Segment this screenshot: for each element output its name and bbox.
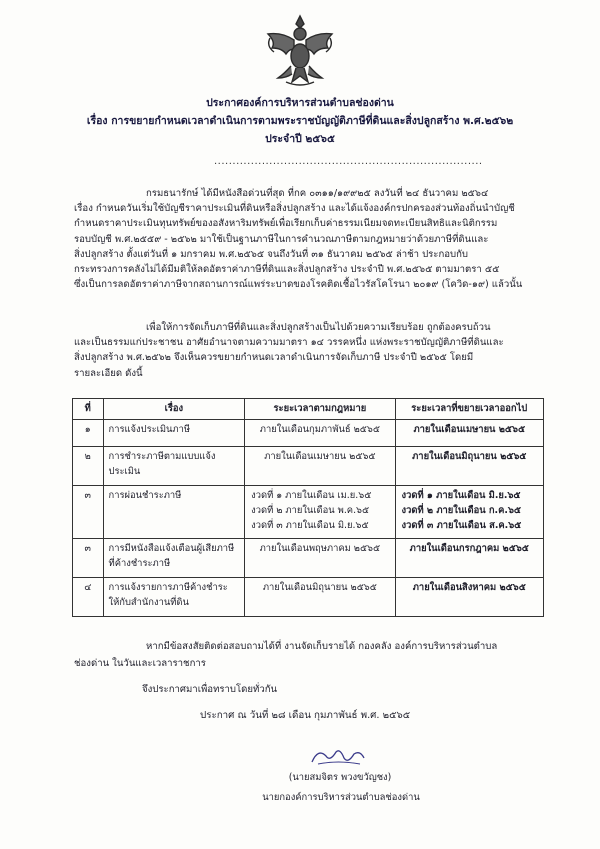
row-legal-line: งวดที่ ๓ ภายในเดือน มิ.ย.๖๕ <box>251 520 369 531</box>
contact-line: ช่องด่าน ในวันและเวลาราชการ <box>74 658 206 669</box>
paragraph-line: และเป็นธรรมแก่ประชาชน อาศัยอำนาจตามความมาตรา ๑๔ วรรคหนึ่ง แห่งพระราชบัญญัติภาษีที่ดินและ <box>74 337 504 349</box>
row-extended-period <box>395 447 543 486</box>
schedule-table <box>72 398 544 617</box>
row-legal-line: ภายในเดือนมิถุนายน ๒๕๖๕ <box>262 582 377 593</box>
paragraph-line: รอบบัญชี พ.ศ.๒๕๕๙ - ๒๕๖๒ มาใช้เป็นฐานภาษีในการคำนวณภาษีตามกฎหมายว่าด้วยภาษีที่ดินและ <box>74 233 489 245</box>
row-ext-line: งวดที่ ๒ ภายในเดือน ก.ค.๖๕ <box>401 505 522 516</box>
paragraph-line: ซึ่งเป็นการลดอัตราค่าภาษีจากสถานการณ์แพร่ระบาดของโรคติดเชื้อไวรัสโคโรนา ๒๐๑๙ (โควิด-๑๙) แล้วนั้น <box>74 279 523 291</box>
announcement-date: ประกาศ ณ วันที่ ๒๘ เดือน กุมภาพันธ์ พ.ศ. ๒๕๖๕ <box>200 710 411 721</box>
announcement-year: ประจำปี ๒๕๖๕ <box>265 133 335 145</box>
row-subject <box>103 420 245 447</box>
table-row <box>73 539 544 578</box>
row-no: ๑ <box>73 420 104 447</box>
col-header-no: ที่ <box>73 399 104 420</box>
table-row <box>73 486 544 539</box>
table-header-row <box>73 399 544 420</box>
row-no: ๓ <box>73 486 104 539</box>
col-header-legal-period: ระยะเวลาตามกฎหมาย <box>245 399 395 420</box>
row-ext-line: งวดที่ ๑ ภายในเดือน มิ.ย.๖๕ <box>401 490 521 501</box>
row-no: ๓ <box>73 539 104 578</box>
row-legal-period <box>245 486 395 539</box>
row-legal-line: ภายในเดือนเมษายน ๒๕๖๕ <box>264 451 376 462</box>
row-ext-line: ภายในเดือนเมษายน ๒๕๖๕ <box>413 424 526 435</box>
row-extended-period <box>395 578 543 617</box>
col-header-subject: เรื่อง <box>103 399 245 420</box>
row-subject-line: การแจ้งประเมินภาษี <box>108 424 191 435</box>
row-no: ๒ <box>73 447 104 486</box>
paragraph-line: เพื่อให้การจัดเก็บภาษีที่ดินและสิ่งปลูกสร้างเป็นไปด้วยความเรียบร้อย ถูกต้องครบถ้วน <box>146 322 491 333</box>
row-extended-period <box>395 539 543 578</box>
row-subject-line: การมีหนังสือแจ้งเตือนผู้เสียภาษี <box>108 543 235 554</box>
row-ext-line: ภายในเดือนมิถุนายน ๒๕๖๕ <box>412 451 527 462</box>
contact-paragraph <box>74 638 538 672</box>
row-subject <box>103 539 245 578</box>
table-row <box>73 447 544 486</box>
row-extended-period <box>395 486 543 539</box>
paragraph-line: สิ่งปลูกสร้าง พ.ศ.๒๕๖๒ จึงเห็นควรขยายกำหนดเวลาดำเนินการจัดเก็บภาษี ประจำปี ๒๕๖๕ โดยมี <box>74 352 474 364</box>
contact-line: หากมีข้อสงสัยติดต่อสอบถามได้ที่ งานจัดเก็บรายได้ กองคลัง องค์การบริหารส่วนตำบล <box>146 641 498 652</box>
row-legal-period <box>245 539 395 578</box>
signatory-name: (นายสมจิตร พวงขวัญชง) <box>288 772 392 783</box>
row-subject-line: ให้กับสำนักงานที่ดิน <box>108 597 189 608</box>
row-legal-period <box>245 420 395 447</box>
paragraph-line: รายละเอียด ดังนี้ <box>74 367 143 379</box>
row-subject-line: ประเมิน <box>108 466 141 477</box>
row-subject-line: ที่ค้างชำระภาษี <box>108 558 171 569</box>
paragraph-background <box>74 186 538 292</box>
closing-notice: จึงประกาศมาเพื่อทราบโดยทั่วกัน <box>142 684 278 695</box>
table-row <box>73 578 544 617</box>
row-subject <box>103 486 245 539</box>
signatory-position: นายกองค์การบริหารส่วนตำบลช่องด่าน <box>262 792 420 803</box>
signature-icon <box>308 746 368 768</box>
paragraph-line: เรื่อง กำหนดวันเริ่มใช้บัญชีราคาประเมินที่ดินหรือสิ่งปลูกสร้าง และได้แจ้งองค์กรปกครองส่วนท้องถิ่นนำบัญชี <box>74 203 515 215</box>
announcement-title: ประกาศองค์การบริหารส่วนตำบลช่องด่าน <box>206 97 394 109</box>
row-extended-period <box>395 420 543 447</box>
row-subject <box>103 578 245 617</box>
row-legal-line: งวดที่ ๒ ภายในเดือน พ.ค.๖๕ <box>251 505 370 516</box>
row-legal-line: ภายในเดือนกุมภาพันธ์ ๒๕๖๕ <box>259 424 380 435</box>
row-legal-period <box>245 578 395 617</box>
row-subject <box>103 447 245 486</box>
row-subject-line: การแจ้งรายการภาษีค้างชำระ <box>108 582 228 593</box>
title-separator: ......................................................................... <box>214 156 483 167</box>
table-row <box>73 420 544 447</box>
announcement-subject: เรื่อง การขยายกำหนดเวลาดำเนินการตามพระราชบัญญัติภาษีที่ดินและสิ่งปลูกสร้าง พ.ศ.๒๕๖๒ <box>86 115 514 127</box>
row-legal-period <box>245 447 395 486</box>
row-no: ๔ <box>73 578 104 617</box>
row-subject-line: การชำระภาษีตามแบบแจ้ง <box>108 451 216 462</box>
row-subject-line: การผ่อนชำระภาษี <box>108 490 182 501</box>
garuda-emblem-icon <box>262 12 338 90</box>
row-legal-line: ภายในเดือนพฤษภาคม ๒๕๖๕ <box>259 543 381 554</box>
row-ext-line: งวดที่ ๓ ภายในเดือน ส.ค.๖๕ <box>401 520 522 531</box>
paragraph-line: กระทรวงการคลังไม่ได้มีมติให้ลดอัตราค่าภาษีที่ดินและสิ่งปลูกสร้าง ประจำปี พ.ศ.๒๕๖๕ ตามมาตรา ๕๕ <box>74 264 500 276</box>
paragraph-line: สิ่งปลูกสร้าง ตั้งแต่วันที่ ๑ มกราคม พ.ศ.๒๕๖๕ จนถึงวันที่ ๓๑ ธันวาคม ๒๕๖๕ ล่าช้า ประกอบกับ <box>74 248 469 260</box>
row-ext-line: ภายในเดือนสิงหาคม ๒๕๖๕ <box>412 582 526 593</box>
paragraph-line: กรมธนารักษ์ ได้มีหนังสือด่วนที่สุด ที่กค ๐๓๑๑/๑๙๙๒๕ ลงวันที่ ๒๔ ธันวาคม ๒๕๖๔ <box>146 188 489 199</box>
paragraph-line: กำหนดราคาประเมินทุนทรัพย์ของอสังหาริมทรัพย์เพื่อเรียกเก็บค่าธรรมเนียมจดทะเบียนสิทธิและนิติกรรม <box>74 218 498 230</box>
row-legal-line: งวดที่ ๑ ภายในเดือน เม.ย.๖๕ <box>251 490 372 501</box>
col-header-extended-period: ระยะเวลาที่ขยายเวลาออกไป <box>395 399 543 420</box>
paragraph-decision <box>74 320 538 381</box>
row-ext-line: ภายในเดือนกรกฎาคม ๒๕๖๕ <box>409 543 529 554</box>
